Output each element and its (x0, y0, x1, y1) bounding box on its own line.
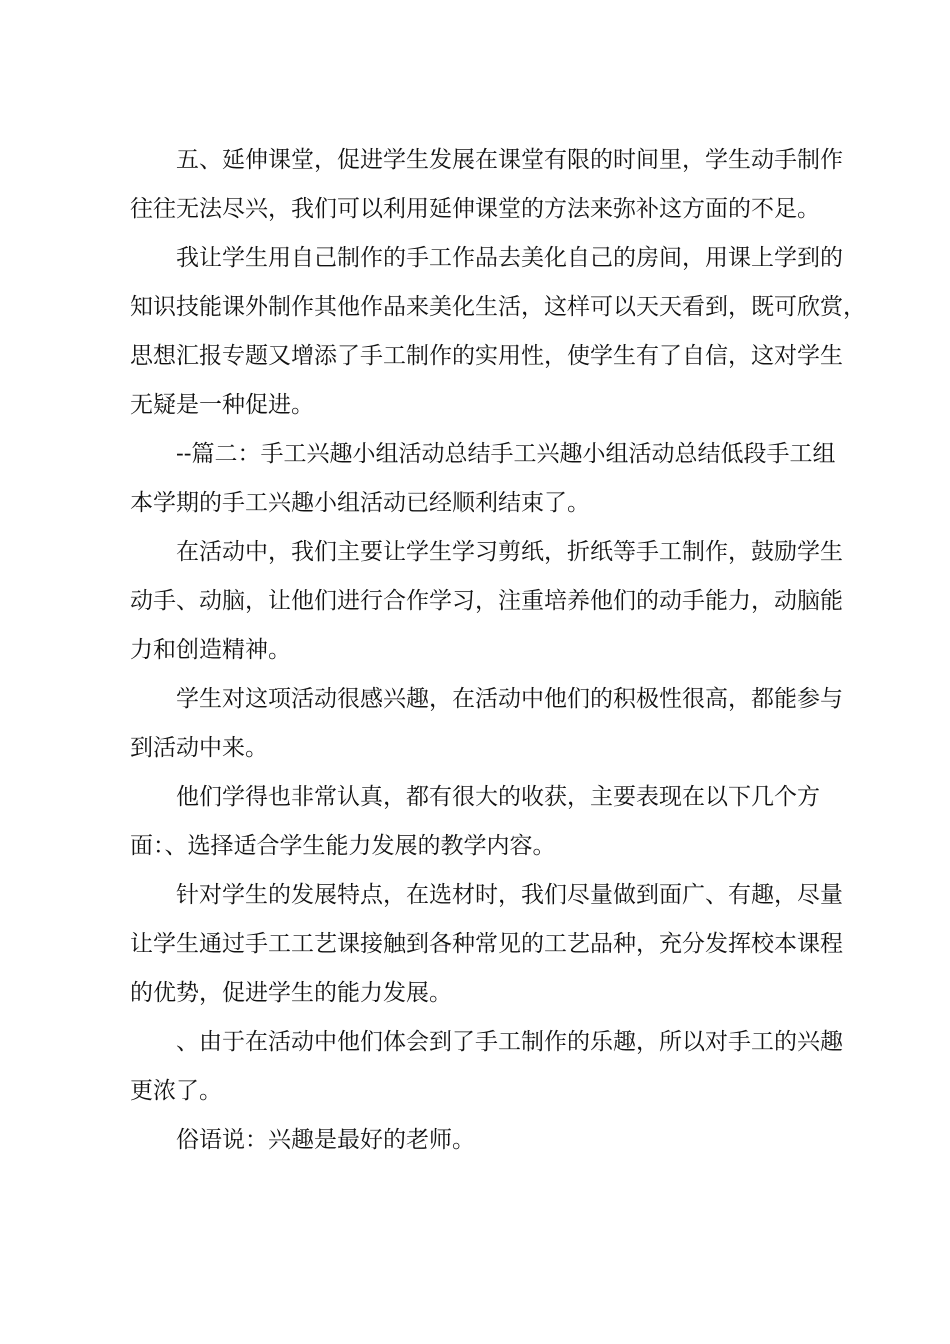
paragraph-line: 知识技能课外制作其他作品来美化生活，这样可以天天看到，既可欣赏， (130, 294, 866, 320)
paragraph-line: 思想汇报专题又增添了手工制作的实用性，使学生有了自信，这对学生 (130, 343, 843, 369)
paragraph-line: 学生对这项活动很感兴趣，在活动中他们的积极性很高，都能参与 (176, 686, 843, 712)
paragraph-line: 往往无法尽兴，我们可以利用延伸课堂的方法来弥补这方面的不足。 (130, 196, 820, 222)
paragraph-line: 本学期的手工兴趣小组活动已经顺利结束了。 (130, 490, 590, 516)
paragraph-line: 俗语说：兴趣是最好的老师。 (176, 1127, 475, 1153)
paragraph-2 (130, 234, 866, 430)
paragraph-line: 力和创造精神。 (130, 637, 291, 663)
paragraph-line: 我让学生用自己制作的手工作品去美化自己的房间，用课上学到的 (176, 245, 843, 271)
paragraph-8 (130, 1018, 843, 1116)
paragraph-line: 在活动中，我们主要让学生学习剪纸，折纸等手工制作，鼓励学生 (176, 539, 843, 565)
paragraph-line: 他们学得也非常认真，都有很大的收获，主要表现在以下几个方 (176, 784, 820, 810)
document-body (130, 136, 866, 1165)
paragraph-line: --篇二：手工兴趣小组活动总结手工兴趣小组活动总结低段手工组 (176, 441, 836, 467)
paragraph-7 (130, 871, 843, 1018)
paragraph-line: 的优势，促进学生的能力发展。 (130, 980, 452, 1006)
paragraph-6 (130, 773, 824, 871)
paragraph-3 (130, 430, 836, 528)
paragraph-line: 五、延伸课堂，促进学生发展在课堂有限的时间里，学生动手制作 (176, 147, 843, 173)
paragraph-line: 动手、动脑，让他们进行合作学习，注重培养他们的动手能力，动脑能 (130, 588, 843, 614)
paragraph-9 (130, 1116, 824, 1165)
paragraph-1 (130, 136, 843, 234)
paragraph-line: 无疑是一种促进。 (130, 392, 314, 418)
paragraph-line: 面：、选择适合学生能力发展的教学内容。 (130, 833, 556, 859)
paragraph-line: 针对学生的发展特点，在选材时，我们尽量做到面广、有趣，尽量 (176, 882, 843, 908)
paragraph-line: 更浓了。 (130, 1078, 222, 1104)
paragraph-5 (130, 675, 843, 773)
paragraph-line: 到活动中来。 (130, 735, 268, 761)
paragraph-line: 让学生通过手工工艺课接触到各种常见的工艺品种，充分发挥校本课程 (130, 931, 843, 957)
paragraph-4 (130, 528, 843, 675)
paragraph-line: 、由于在活动中他们体会到了手工制作的乐趣，所以对手工的兴趣 (176, 1029, 843, 1055)
